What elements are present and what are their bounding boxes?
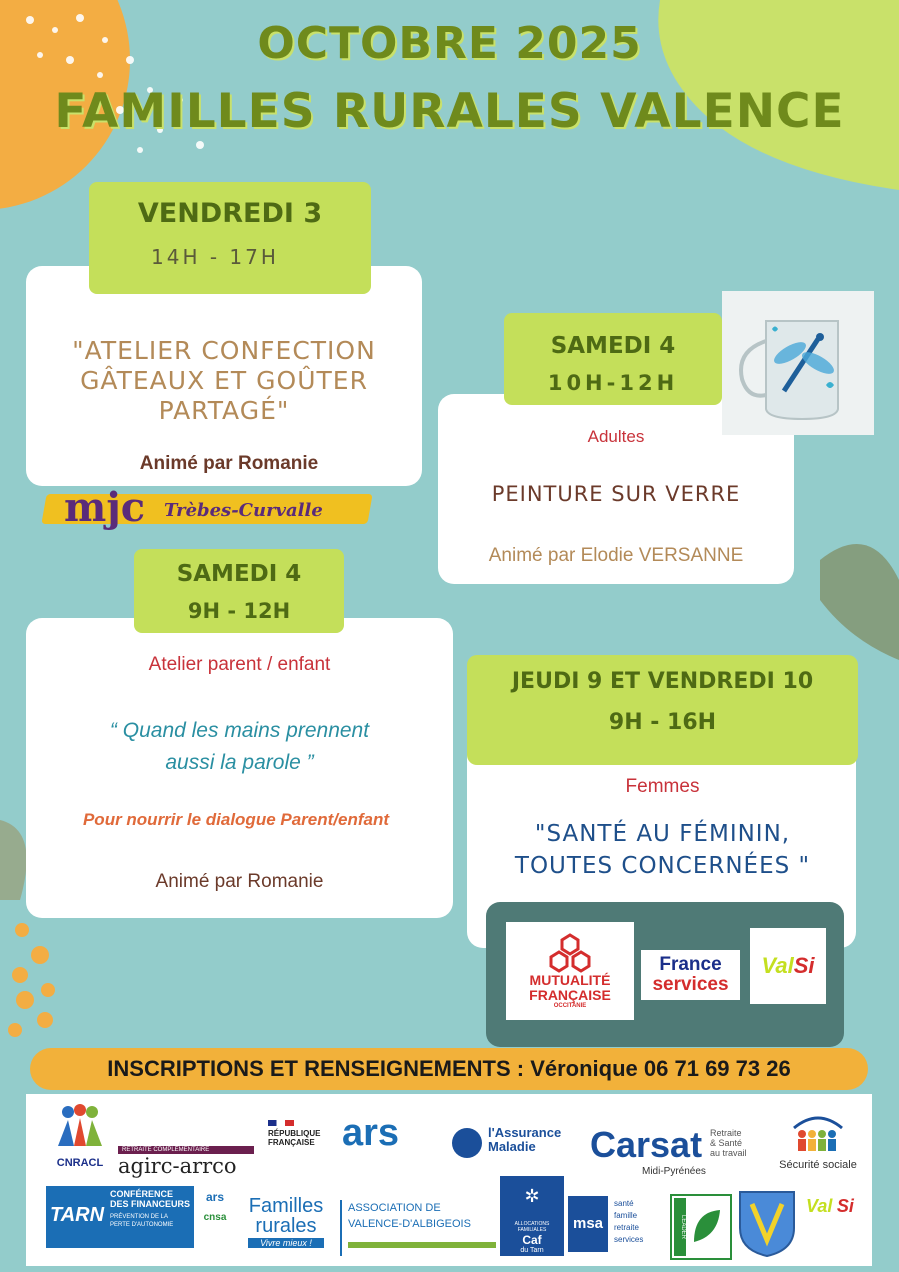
assurance-line1: l'Assurance: [488, 1125, 562, 1140]
caf-line2: Caf: [522, 1233, 542, 1247]
republique-line1: RÉPUBLIQUE: [268, 1129, 321, 1138]
mutualite-line3: OCCITANIE: [553, 1003, 587, 1009]
event2-title: PEINTURE SUR VERRE: [491, 482, 741, 506]
association-logo: [340, 1200, 503, 1256]
val-si-small-text: Val: [806, 1196, 833, 1216]
republique-logo: [268, 1120, 332, 1160]
event3-quote-line1: “ Quand les mains prennent: [109, 719, 370, 742]
event3-audience: Atelier parent / enfant: [148, 654, 331, 675]
conf-line4: PERTE D'AUTONOMIE: [110, 1222, 174, 1228]
event3-time: 9H - 12H: [187, 599, 291, 623]
msa-logo: [568, 1196, 666, 1256]
securite-sociale-logo: [770, 1108, 866, 1178]
ars-logo: ars: [342, 1112, 400, 1154]
mjc-logo: [44, 484, 370, 536]
event3-tag: [134, 549, 344, 633]
event1-title-line2: GÂTEAUX ET GOÛTER: [80, 366, 368, 395]
val-si-text: Val: [761, 953, 794, 978]
ars-small-text: ars: [205, 1190, 225, 1204]
securite-figures-icon: [788, 1108, 848, 1154]
france-services-line1: France: [659, 954, 722, 975]
agirc-top-text: RETRAITE COMPLÉMENTAIRE: [118, 1146, 254, 1154]
honeycomb-icon: [545, 933, 595, 973]
conf-line1: CONFÉRENCE: [110, 1189, 174, 1199]
leader-leaf-icon: [690, 1206, 724, 1246]
event2-host: Animé par Elodie VERSANNE: [488, 545, 744, 566]
conf-line3: PRÉVENTION DE LA: [110, 1214, 169, 1220]
glass-mug-image: [722, 291, 874, 435]
event1-tag: [89, 182, 371, 294]
event3-host: Animé par Romanie: [155, 871, 324, 892]
agirc-text: agirc-arrco: [118, 1154, 237, 1178]
msa-line1: santé: [614, 1199, 634, 1208]
leader-logo: [670, 1194, 732, 1260]
msa-text: msa: [568, 1196, 608, 1252]
event3-quote-line2: aussi la parole ”: [165, 751, 314, 774]
event1-title: [26, 336, 422, 426]
cnracl-figures-icon: [44, 1102, 116, 1152]
event4-title-line1: "SANTÉ AU FÉMININ,: [534, 821, 791, 847]
ars-cnsa-logo: [196, 1190, 234, 1240]
cnracl-text: CNRACL: [56, 1157, 104, 1169]
crest-shield-icon: [736, 1188, 798, 1258]
caf-line1: ALLOCATIONS FAMILIALES: [514, 1221, 550, 1233]
mjc-logo-main: mjc: [64, 484, 146, 531]
caf-line3: du Tarn: [520, 1247, 544, 1254]
familles-line1: Familles: [248, 1195, 324, 1217]
event2-day: SAMEDI 4: [550, 333, 676, 359]
asso-line1: ASSOCIATION DE: [348, 1202, 441, 1214]
carsat-side1: Retraite: [710, 1128, 742, 1138]
event3-subtitle: Pour nourrir le dialogue Parent/enfant: [82, 810, 390, 829]
leader-text: LEADER: [674, 1198, 686, 1256]
event1-day: VENDREDI 3: [137, 198, 323, 229]
caf-logo: ✲ ALLOCATIONS FAMILIALES Caf du Tarn: [500, 1176, 564, 1256]
event2-time: 10H-12H: [547, 371, 679, 395]
event4-audience: Femmes: [625, 776, 700, 797]
familles-line3: Vivre mieux !: [248, 1238, 324, 1248]
tarn-text: TARN: [50, 1204, 105, 1226]
assurance-line2: Maladie: [488, 1139, 536, 1154]
msa-line2: famille: [614, 1211, 638, 1220]
event2-audience: Adultes: [587, 427, 645, 446]
event4-time: 9H - 16H: [608, 710, 717, 735]
mutualite-line2: FRANÇAISE: [529, 987, 611, 1003]
valence-crest-logo: [736, 1188, 798, 1258]
glass-mug-illustration: [722, 291, 874, 435]
familles-line2: rurales: [255, 1215, 317, 1237]
event3-day: SAMEDI 4: [176, 561, 302, 587]
contact-text[interactable]: INSCRIPTIONS ET RENSEIGNEMENTS : Véronique 06 71 69 73 26: [107, 1056, 791, 1081]
carsat-text: Carsat: [590, 1124, 703, 1165]
tarn-conference-logo: [46, 1186, 194, 1248]
page-title-date: OCTOBRE 2025: [257, 18, 642, 69]
event4-title-line2: TOUTES CONCERNÉES ": [514, 853, 811, 879]
event4-day: JEUDI 9 ET VENDREDI 10: [511, 669, 814, 694]
france-services-line2: services: [652, 974, 729, 995]
france-services-logo: [641, 950, 740, 1000]
event3-quote: [26, 715, 453, 779]
page-title-organization: FAMILLES RURALES VALENCE: [54, 84, 845, 139]
val-si-accent: Si: [793, 953, 815, 978]
assurance-maladie-logo: [452, 1124, 580, 1164]
carsat-side2: & Santé: [710, 1138, 743, 1148]
carsat-logo: [590, 1124, 760, 1180]
mutualite-logo: [506, 922, 634, 1020]
conf-line2: DES FINANCEURS: [110, 1199, 191, 1209]
securite-text: Sécurité sociale: [779, 1159, 857, 1171]
val-si-small-logo: [806, 1196, 868, 1256]
asso-line2: VALENCE-D'ALBIGEOIS: [348, 1218, 471, 1230]
event1-title-line1: "ATELIER CONFECTION: [72, 336, 376, 365]
familles-rurales-logo: [240, 1176, 332, 1256]
event2-tag: [504, 313, 722, 405]
carsat-side3: au travail: [710, 1148, 747, 1158]
event4-title: [467, 818, 858, 882]
event1-title-line3: PARTAGÉ": [158, 396, 290, 425]
carsat-region: Midi-Pyrénées: [642, 1166, 706, 1177]
cnracl-logo: [44, 1102, 116, 1176]
cnsa-text: cnsa: [203, 1212, 227, 1223]
mjc-logo-sub: Trèbes-Curvalle: [164, 500, 323, 521]
event4-tag: [467, 655, 858, 765]
msa-line3: retraite: [614, 1223, 639, 1232]
mutualite-line1: MUTUALITÉ: [529, 972, 611, 988]
event1-host: Animé par Romanie: [139, 453, 319, 474]
val-si-logo: [750, 928, 826, 1004]
agirc-arrco-logo: [118, 1146, 254, 1178]
val-si-small-accent: Si: [836, 1196, 854, 1216]
msa-line4: services: [614, 1235, 644, 1244]
republique-line2: FRANÇAISE: [268, 1138, 315, 1147]
event1-time: 14H - 17H: [151, 245, 279, 269]
